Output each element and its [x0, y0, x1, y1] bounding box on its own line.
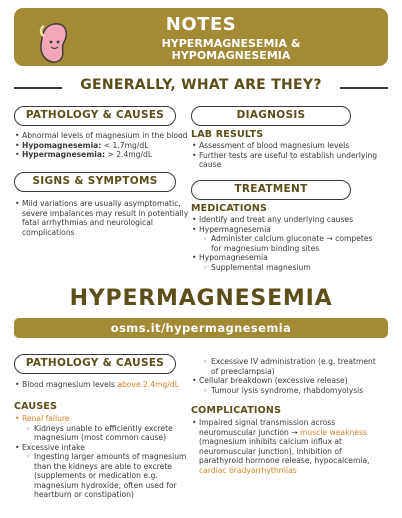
pathology-causes-label: PATHOLOGY & CAUSES	[14, 106, 176, 126]
hyper-causes-continued-list	[191, 357, 385, 395]
list-item: • Hypomagnesemia: < 1.7mg/dL	[14, 141, 196, 151]
list-item: • Impaired signal transmission across neuromuscular junction → muscle weakness (magnesium inhibits calcium influx at neuromuscular junction), inhibition of parathyroid hormone release, hypocalcemia, cardiac bradyarrhythmias	[191, 418, 385, 475]
list-item: • Mild variations are usually asymptomatic, severe imbalances may result in potentially fatal arrhythmias and neurological complications	[14, 199, 194, 237]
list-sub-item: ◦ Supplemental magnesium	[191, 263, 383, 273]
list-sub-item: ◦ Excessive IV administration (e.g. treatment of preeclampsia)	[191, 357, 385, 376]
treatment-list	[191, 215, 383, 272]
list-sub-item: ◦ Tumour lysis syndrome, rhabdomyolysis	[191, 386, 385, 396]
complications-heading: COMPLICATIONS	[191, 405, 282, 416]
list-item: • Hypermagnesemia: > 2.4mg/dL	[14, 150, 196, 160]
signs-list	[14, 199, 194, 237]
list-item: • Renal failure	[14, 414, 192, 424]
list-item: • Assessment of blood magnesium levels	[191, 141, 381, 151]
subtitle-line-2: HYPOMAGNESEMIA	[171, 49, 291, 62]
notes-subtitle	[84, 38, 378, 62]
list-item: • Abnormal levels of magnesium in the blood	[14, 131, 196, 141]
general-section-heading	[14, 77, 388, 99]
notes-title: NOTES	[165, 14, 237, 35]
medications-heading: MEDICATIONS	[191, 203, 268, 214]
hypermagnesemia-title: HYPERMAGNESEMIA	[69, 286, 333, 311]
divider	[340, 87, 388, 89]
pathology-list	[14, 131, 196, 160]
list-item: • Hypermagnesemia	[191, 225, 383, 235]
list-item: • Cellular breakdown (excessive release)	[191, 376, 385, 386]
list-sub-item: ◦ Ingesting larger amounts of magnesium than the kidneys are able to excrete (supplements or medication e.g. magnesium hydroxide, often used for heartburn or constipation)	[14, 452, 192, 500]
treatment-label: TREATMENT	[191, 180, 351, 200]
list-item: • Blood magnesium levels above 2.4mg/dL	[14, 380, 196, 390]
list-sub-item: ◦ Kidneys unable to efficiently excrete magnesium (most common cause)	[14, 424, 192, 443]
list-item: • Excessive intake	[14, 443, 192, 453]
list-item: • Hypomagnesemia	[191, 253, 383, 263]
causes-list	[14, 414, 192, 500]
hyper-pathology-list	[14, 380, 196, 390]
general-title: GENERALLY, WHAT ARE THEY?	[80, 77, 322, 93]
lab-results-heading: LAB RESULTS	[191, 129, 264, 140]
hyper-pathology-label: PATHOLOGY & CAUSES	[14, 354, 176, 374]
diagnosis-label: DIAGNOSIS	[191, 106, 351, 126]
causes-heading: CAUSES	[14, 401, 58, 412]
list-sub-item: ◦ Administer calcium gluconate → competes for magnesium binding sites	[191, 234, 383, 253]
list-item: • Identify and treat any underlying causes	[191, 215, 383, 225]
diagnosis-list	[191, 141, 381, 170]
signs-symptoms-label: SIGNS & SYMPTOMS	[14, 172, 176, 192]
osms-url-link[interactable]: osms.it/hypermagnesemia	[14, 318, 388, 338]
list-item: • Further tests are useful to establish underlying cause	[191, 151, 381, 170]
notes-header	[14, 8, 388, 66]
complications-list	[191, 418, 385, 475]
subtitle-line-1: HYPERMAGNESEMIA &	[161, 37, 301, 50]
